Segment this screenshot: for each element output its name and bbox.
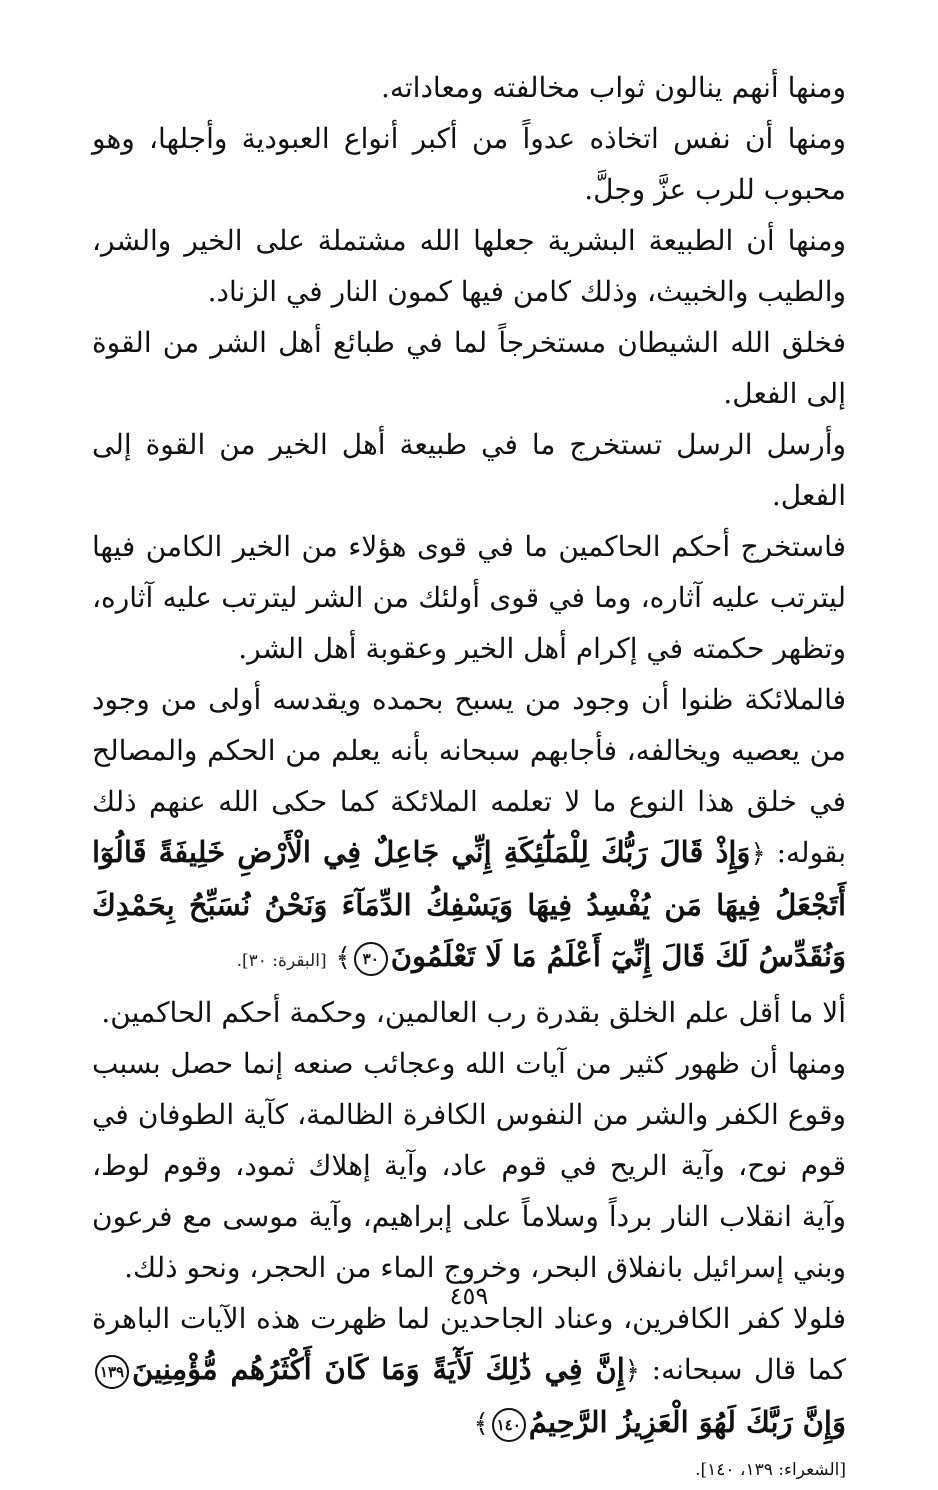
paragraph: ومنها أن ظهور كثير من آيات الله وعجائب صنعه إنما حصل بسبب وقوع الكفر والشر من النفوس الكافرة الظالمة، كآية الطوفان في قوم نوح، وآية الريح في قوم عاد، وآية إهلاك ثمود، وقوم لوط، وآية انقلاب النار برداً وسلاماً على إبراهيم، وآية موسى مع فرعون وبني إسرائيل بانفلاق البحر، وخروج الماء من الحجر، ونحو ذلك. — [92, 1047, 846, 1284]
ornate-brace-close: ﴾ — [335, 943, 351, 973]
paragraph: وأرسل الرسل تستخرج ما في طبيعة أهل الخير من القوة إلى الفعل. — [92, 428, 846, 512]
paragraph: ألا ما أقل علم الخلق بقدرة رب العالمين، وحكمة أحكم الحاكمين. — [101, 996, 846, 1029]
page-number: ٤٥٩ — [449, 1282, 489, 1310]
paragraph-text: فالملائكة ظنوا أن وجود من يسبح بحمده ويقدسه أولى من وجود من يعصيه ويخالفه، فأجابهم سبحانه بأنه يعلم من الحكم والمصالح في خلق هذا النوع ما لا تعلمه الملائكة كما حكى الله عنهم ذلك بقوله: — [92, 683, 846, 869]
verse-number-marker: ٣٠ — [354, 942, 388, 976]
paragraph: ومنها أن نفس اتخاذه عدواً من أكبر أنواع العبودية وأجلها، وهو محبوب للرب عزَّ وجلَّ. — [92, 122, 846, 206]
verse-number-marker: ١٤٠ — [492, 1408, 526, 1442]
paragraph: ومنها أنهم ينالون ثواب مخالفته ومعاداته. — [380, 71, 846, 104]
ornate-brace-open: ﴿ — [624, 1356, 640, 1386]
ornate-brace-close: ﴾ — [473, 1409, 489, 1439]
quran-verse: وَإِذْ قَالَ رَبُّكَ لِلْمَلَٰٓئِكَةِ إِنِّي جَاعِلٌ فِي الْأَرْضِ خَلِيفَةً قَالُوٓا أَتَجْعَلُ فِيهَا مَن يُفْسِدُ فِيهَا وَيَسْفِكُ الدِّمَآءَ وَنَحْنُ نُسَبِّحُ بِحَمْدِكَ وَنُقَدِّسُ لَكَ قَالَ إِنِّيٓ أَعْلَمُ مَا لَا تَعْلَمُونَ — [92, 835, 846, 973]
quran-verse: إِنَّ فِي ذَٰلِكَ لَأٓيَةً وَمَا كَانَ أَكْثَرُهُم مُّؤْمِنِينَ — [132, 1352, 625, 1386]
ornate-brace-open: ﴿ — [750, 839, 766, 869]
paragraph: فخلق الله الشيطان مستخرجاً لما في طبائع أهل الشر من القوة إلى الفعل. — [92, 326, 847, 410]
angels-paragraph — [92, 674, 846, 987]
verse-number-marker: ١٣٩ — [95, 1355, 129, 1389]
paragraph: ومنها أن الطبيعة البشرية جعلها الله مشتملة على الخير والشر، والطيب والخبيث، وذلك كامن فيها كمون النار في الزناد. — [92, 224, 846, 308]
paragraph: فاستخرج أحكم الحاكمين ما في قوى هؤلاء من الخير الكامن فيها ليترتب عليه آثاره، وما في قوى أولئك من الشر ليترتب عليه آثاره، وتظهر حكمته في إكرام أهل الخير وعقوبة أهل الشر. — [92, 530, 846, 665]
final-paragraph — [92, 1293, 846, 1450]
paragraph-text: فلولا كفر الكافرين، وعناد الجاحدين لما ظهرت هذه الآيات الباهرة كما قال سبحانه: — [92, 1302, 847, 1386]
verse-reference: [البقرة: ٣٠]. — [236, 951, 327, 971]
verse-reference: [الشعراء: ١٣٩، ١٤٠]. — [695, 1460, 846, 1480]
quran-verse: وَإِنَّ رَبَّكَ لَهُوَ الْعَزِيزُ الرَّحِيمُ — [528, 1405, 846, 1439]
